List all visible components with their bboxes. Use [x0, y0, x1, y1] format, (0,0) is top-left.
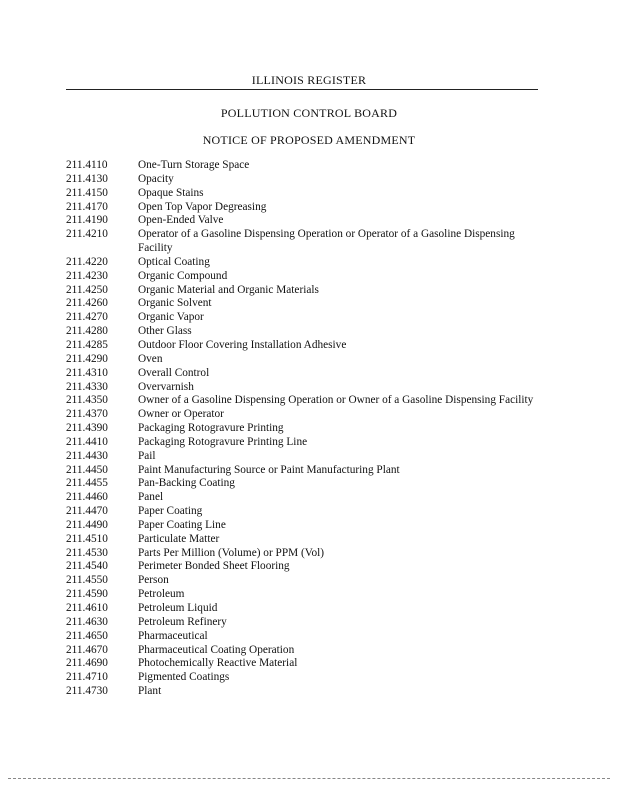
defined-term: Owner or Operator	[138, 408, 224, 421]
section-number: 211.4470	[66, 505, 108, 518]
defined-term: Organic Material and Organic Materials	[138, 283, 319, 296]
defined-term: Outdoor Floor Covering Installation Adhesive	[138, 338, 347, 351]
defined-term: Paint Manufacturing Source or Paint Manufacturing Plant	[138, 463, 400, 476]
definition-row	[66, 547, 536, 561]
header-rule	[66, 89, 538, 90]
section-number: 211.4410	[66, 435, 108, 448]
defined-term: Pail	[138, 449, 156, 462]
definition-row	[66, 422, 536, 436]
section-number: 211.4430	[66, 449, 108, 462]
definition-row	[66, 602, 536, 616]
definition-row	[66, 464, 536, 478]
defined-term: Particulate Matter	[138, 532, 220, 545]
definition-row	[66, 159, 536, 173]
notice-heading: NOTICE OF PROPOSED AMENDMENT	[202, 133, 416, 147]
definition-row	[66, 574, 536, 588]
section-number: 211.4510	[66, 532, 108, 545]
section-number: 211.4130	[66, 172, 108, 185]
definition-row	[66, 505, 536, 519]
section-number: 211.4390	[66, 422, 108, 435]
section-number: 211.4530	[66, 546, 108, 559]
section-number: 211.4220	[66, 255, 108, 268]
section-number: 211.4455	[66, 477, 108, 490]
section-number: 211.4670	[66, 643, 108, 656]
defined-term: Operator of a Gasoline Dispensing Operation or Operator of a Gasoline Dispensing Facility	[138, 228, 515, 255]
definition-row	[66, 367, 536, 381]
section-number: 211.4110	[66, 159, 108, 171]
definition-row	[66, 256, 536, 270]
definition-row	[66, 284, 536, 298]
defined-term: Organic Solvent	[138, 297, 212, 310]
definition-row	[66, 353, 536, 367]
section-number: 211.4230	[66, 269, 108, 282]
definition-row	[66, 297, 536, 311]
definitions-list	[66, 159, 536, 699]
section-number: 211.4490	[66, 518, 108, 531]
defined-term: Overall Control	[138, 366, 210, 379]
definition-row	[66, 630, 536, 644]
defined-term: Organic Compound	[138, 269, 228, 282]
definition-row	[66, 339, 536, 353]
section-number: 211.4590	[66, 588, 108, 601]
definition-row	[66, 394, 536, 408]
defined-term: Paper Coating	[138, 505, 203, 518]
section-number: 211.4330	[66, 380, 108, 393]
section-number: 211.4690	[66, 657, 108, 670]
section-number: 211.4650	[66, 629, 108, 642]
definition-row	[66, 671, 536, 685]
section-number: 211.4285	[66, 338, 108, 351]
section-number: 211.4460	[66, 491, 108, 504]
definition-row	[66, 270, 536, 284]
register-title: ILLINOIS REGISTER	[251, 73, 367, 87]
definition-row	[66, 187, 536, 201]
defined-term: Optical Coating	[138, 255, 210, 268]
defined-term: Oven	[138, 352, 163, 365]
definition-row	[66, 588, 536, 602]
defined-term: Open-Ended Valve	[138, 214, 224, 227]
agency-heading: POLLUTION CONTROL BOARD	[220, 106, 398, 120]
section-number: 211.4150	[66, 186, 108, 199]
definition-row	[66, 491, 536, 505]
defined-term: Other Glass	[138, 325, 192, 338]
section-number: 211.4310	[66, 366, 108, 379]
definition-row	[66, 685, 536, 699]
defined-term: Petroleum Liquid	[138, 602, 218, 614]
section-number: 211.4730	[66, 685, 108, 698]
defined-term: Overvarnish	[138, 380, 194, 393]
definition-row	[66, 533, 536, 547]
definition-row	[66, 325, 536, 339]
defined-term: Pharmaceutical Coating Operation	[138, 643, 295, 656]
defined-term: Petroleum Refinery	[138, 615, 227, 628]
section-number: 211.4610	[66, 602, 108, 614]
defined-term: Petroleum	[138, 588, 185, 601]
definition-row	[66, 519, 536, 533]
defined-term: Organic Vapor	[138, 311, 204, 324]
definition-row	[66, 228, 536, 256]
section-number: 211.4250	[66, 283, 108, 296]
section-number: 211.4540	[66, 560, 108, 573]
defined-term: Photochemically Reactive Material	[138, 657, 298, 670]
defined-term: Pan-Backing Coating	[138, 477, 235, 490]
defined-term: Person	[138, 574, 169, 587]
definition-row	[66, 644, 536, 658]
defined-term: Pigmented Coatings	[138, 671, 230, 684]
section-number: 211.4290	[66, 352, 108, 365]
definition-row	[66, 436, 536, 450]
defined-term: Pharmaceutical	[138, 629, 208, 642]
defined-term: Packaging Rotogravure Printing Line	[138, 435, 308, 448]
defined-term: Perimeter Bonded Sheet Flooring	[138, 560, 290, 573]
definition-row	[66, 408, 536, 422]
definition-row	[66, 657, 536, 671]
section-number: 211.4170	[66, 200, 108, 213]
section-number: 211.4190	[66, 214, 108, 227]
definition-row	[66, 201, 536, 215]
definition-row	[66, 560, 536, 574]
definition-row	[66, 173, 536, 187]
definition-row	[66, 477, 536, 491]
defined-term: Open Top Vapor Degreasing	[138, 200, 267, 213]
defined-term: Panel	[138, 491, 164, 504]
definition-row	[66, 450, 536, 464]
defined-term: Opaque Stains	[138, 186, 204, 199]
section-number: 211.4260	[66, 297, 108, 310]
defined-term: Packaging Rotogravure Printing	[138, 422, 284, 435]
section-number: 211.4280	[66, 325, 108, 338]
defined-term: One-Turn Storage Space	[138, 159, 250, 171]
section-number: 211.4710	[66, 671, 108, 684]
section-number: 211.4450	[66, 463, 108, 476]
section-number: 211.4210	[66, 228, 108, 241]
section-number: 211.4370	[66, 408, 108, 421]
defined-term: Opacity	[138, 172, 174, 185]
definition-row	[66, 381, 536, 395]
defined-term: Paper Coating Line	[138, 518, 226, 531]
section-number: 211.4630	[66, 615, 108, 628]
definition-row	[66, 311, 536, 325]
definition-row	[66, 214, 536, 228]
section-number: 211.4270	[66, 311, 108, 324]
defined-term: Owner of a Gasoline Dispensing Operation or Owner of a Gasoline Dispensing Facility	[138, 394, 534, 407]
definition-row	[66, 616, 536, 630]
defined-term: Parts Per Million (Volume) or PPM (Vol)	[138, 546, 324, 559]
defined-term: Plant	[138, 685, 162, 698]
footer-rule	[8, 778, 610, 779]
section-number: 211.4550	[66, 574, 108, 587]
section-number: 211.4350	[66, 394, 108, 407]
